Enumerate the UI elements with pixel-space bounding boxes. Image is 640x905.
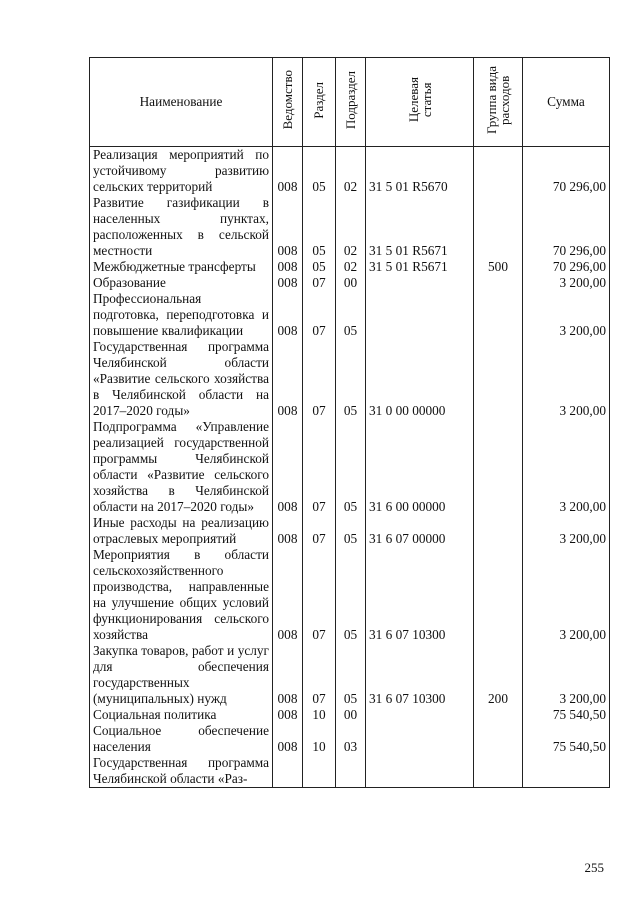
row-vid-rashodov-cell: 200	[474, 643, 523, 707]
row-vedomstvo-cell: 008	[273, 147, 303, 196]
row-celevaya-statya-cell: 31 5 01 R5670	[366, 147, 474, 196]
row-razdel-cell: 05	[303, 147, 336, 196]
row-summa-cell: 3 200,00	[523, 291, 610, 339]
row-podrazdel-cell: 02	[336, 259, 366, 275]
table-row	[90, 195, 610, 259]
header-vedomstvo: Ведомство	[273, 58, 303, 147]
row-vid-rashodov-cell	[474, 547, 523, 643]
row-celevaya-statya-cell: 31 6 07 00000	[366, 515, 474, 547]
row-celevaya-statya-cell: 31 5 01 R5671	[366, 259, 474, 275]
row-summa-cell: 3 200,00	[523, 419, 610, 515]
row-vedomstvo-cell: 008	[273, 723, 303, 755]
row-celevaya-statya-cell	[366, 707, 474, 723]
table-row	[90, 259, 610, 275]
row-podrazdel-cell: 05	[336, 547, 366, 643]
row-summa-cell: 3 200,00	[523, 515, 610, 547]
row-razdel-cell	[303, 755, 336, 788]
table-header-row	[90, 58, 610, 147]
row-celevaya-statya-cell: 31 6 07 10300	[366, 547, 474, 643]
row-vid-rashodov-cell	[474, 755, 523, 788]
row-vedomstvo-cell: 008	[273, 419, 303, 515]
row-name-cell: Подпрограмма «Управление реализацией государственной программы Челябинской области «Развитие сельского хозяйства в Челябинской области на 2017–2020 годы»	[90, 419, 273, 515]
row-summa-cell: 3 200,00	[523, 547, 610, 643]
row-vid-rashodov-cell	[474, 723, 523, 755]
row-name-cell: Социальное обеспечение населения	[90, 723, 273, 755]
row-vid-rashodov-cell	[474, 147, 523, 196]
row-name-cell: Образование	[90, 275, 273, 291]
table-row	[90, 547, 610, 643]
row-name-cell: Межбюджетные трансферты	[90, 259, 273, 275]
row-vedomstvo-cell: 008	[273, 259, 303, 275]
header-gruppa-vida-rashodov: Группа вида расходов	[474, 58, 523, 147]
row-podrazdel-cell: 05	[336, 339, 366, 419]
row-name-cell: Государственная программа Челябинской области «Развитие сельского хозяйства в Челябинской области на 2017–2020 годы»	[90, 339, 273, 419]
row-razdel-cell: 07	[303, 275, 336, 291]
row-razdel-cell: 07	[303, 419, 336, 515]
row-name-cell: Реализация мероприятий по устойчивому развитию сельских территорий	[90, 147, 273, 196]
row-vedomstvo-cell: 008	[273, 643, 303, 707]
row-podrazdel-cell: 02	[336, 147, 366, 196]
row-podrazdel-cell: 00	[336, 275, 366, 291]
row-vedomstvo-cell: 008	[273, 291, 303, 339]
row-summa-cell: 3 200,00	[523, 643, 610, 707]
row-podrazdel-cell: 03	[336, 723, 366, 755]
row-vedomstvo-cell: 008	[273, 195, 303, 259]
row-vid-rashodov-cell: 500	[474, 259, 523, 275]
budget-table	[89, 57, 610, 788]
row-vedomstvo-cell: 008	[273, 707, 303, 723]
row-vedomstvo-cell: 008	[273, 515, 303, 547]
row-vid-rashodov-cell	[474, 515, 523, 547]
table-row	[90, 643, 610, 707]
row-vid-rashodov-cell	[474, 339, 523, 419]
row-vid-rashodov-cell	[474, 707, 523, 723]
header-celevaya-statya: Целевая статья	[366, 58, 474, 147]
row-celevaya-statya-cell: 31 6 07 10300	[366, 643, 474, 707]
row-razdel-cell: 07	[303, 339, 336, 419]
row-podrazdel-cell: 02	[336, 195, 366, 259]
row-vid-rashodov-cell	[474, 419, 523, 515]
row-razdel-cell: 05	[303, 259, 336, 275]
row-podrazdel-cell: 05	[336, 515, 366, 547]
table-row	[90, 275, 610, 291]
header-summa: Сумма	[523, 58, 610, 147]
row-name-cell: Государственная программа Челябинской области «Раз-	[90, 755, 273, 788]
row-summa-cell	[523, 755, 610, 788]
row-celevaya-statya-cell	[366, 755, 474, 788]
row-vid-rashodov-cell	[474, 275, 523, 291]
table-row	[90, 291, 610, 339]
row-vedomstvo-cell	[273, 755, 303, 788]
header-podrazdel: Подраздел	[336, 58, 366, 147]
row-razdel-cell: 10	[303, 707, 336, 723]
row-summa-cell: 70 296,00	[523, 195, 610, 259]
row-summa-cell: 3 200,00	[523, 339, 610, 419]
table-row	[90, 515, 610, 547]
row-name-cell: Социальная политика	[90, 707, 273, 723]
table-row	[90, 755, 610, 788]
table-row	[90, 723, 610, 755]
row-celevaya-statya-cell	[366, 723, 474, 755]
row-podrazdel-cell	[336, 755, 366, 788]
row-razdel-cell: 10	[303, 723, 336, 755]
row-celevaya-statya-cell: 31 6 00 00000	[366, 419, 474, 515]
row-razdel-cell: 07	[303, 547, 336, 643]
page-number: 255	[584, 860, 604, 875]
header-name: Наименование	[90, 58, 273, 147]
row-summa-cell: 75 540,50	[523, 707, 610, 723]
row-name-cell: Мероприятия в области сельскохозяйственного производства, направленные на улучшение общих условий функционирования сельского хозяйства	[90, 547, 273, 643]
row-razdel-cell: 05	[303, 195, 336, 259]
header-razdel: Раздел	[303, 58, 336, 147]
row-celevaya-statya-cell	[366, 291, 474, 339]
row-vedomstvo-cell: 008	[273, 339, 303, 419]
row-razdel-cell: 07	[303, 643, 336, 707]
row-razdel-cell: 07	[303, 515, 336, 547]
row-name-cell: Закупка товаров, работ и услуг для обеспечения государственных (муниципальных) нужд	[90, 643, 273, 707]
row-vedomstvo-cell: 008	[273, 275, 303, 291]
row-summa-cell: 3 200,00	[523, 275, 610, 291]
row-name-cell: Иные расходы на реализацию отраслевых мероприятий	[90, 515, 273, 547]
row-razdel-cell: 07	[303, 291, 336, 339]
row-name-cell: Профессиональная подготовка, переподготовка и повышение квалификации	[90, 291, 273, 339]
row-summa-cell: 70 296,00	[523, 147, 610, 196]
table-row	[90, 419, 610, 515]
row-podrazdel-cell: 00	[336, 707, 366, 723]
table-body	[90, 147, 610, 788]
table-row	[90, 339, 610, 419]
row-podrazdel-cell: 05	[336, 419, 366, 515]
row-podrazdel-cell: 05	[336, 291, 366, 339]
row-celevaya-statya-cell: 31 0 00 00000	[366, 339, 474, 419]
table-row	[90, 707, 610, 723]
table-row	[90, 147, 610, 196]
row-summa-cell: 70 296,00	[523, 259, 610, 275]
row-name-cell: Развитие газификации в населенных пунктах, расположенных в сельской местности	[90, 195, 273, 259]
row-vid-rashodov-cell	[474, 195, 523, 259]
row-celevaya-statya-cell	[366, 275, 474, 291]
row-vid-rashodov-cell	[474, 291, 523, 339]
row-vedomstvo-cell: 008	[273, 547, 303, 643]
row-celevaya-statya-cell: 31 5 01 R5671	[366, 195, 474, 259]
row-podrazdel-cell: 05	[336, 643, 366, 707]
row-summa-cell: 75 540,50	[523, 723, 610, 755]
